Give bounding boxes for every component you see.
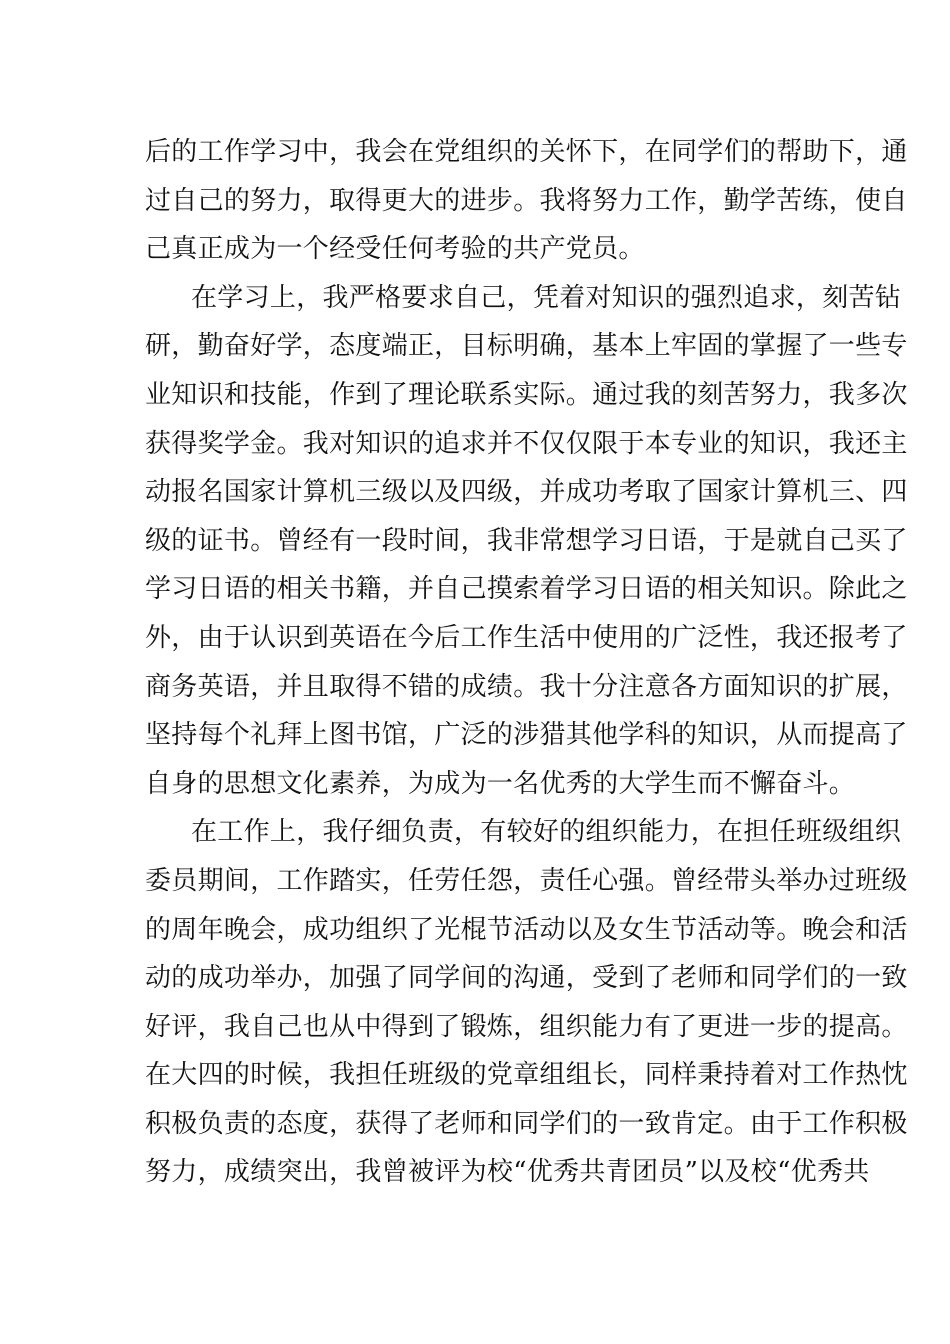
text-line: 努力，成绩突出，我曾被评为校“优秀共青团员”以及校“优秀共 bbox=[145, 1157, 870, 1188]
text-line: 己真正成为一个经受任何考验的共产党员。 bbox=[145, 234, 645, 265]
text-line: 在大四的时候，我担任班级的党章组组长，同样秉持着对工作热忱 bbox=[145, 1060, 908, 1091]
text-line: 研，勤奋好学，态度端正，目标明确，基本上牢固的掌握了一些专 bbox=[145, 331, 908, 362]
text-line: 委员期间，工作踏实，任劳任怨，责任心强。曾经带头举办过班级 bbox=[145, 865, 908, 896]
text-line: 的周年晚会，成功组织了光棍节活动以及女生节活动等。晚会和活 bbox=[145, 914, 908, 945]
text-line: 获得奖学金。我对知识的追求并不仅仅限于本专业的知识，我还主 bbox=[145, 428, 908, 459]
text-line: 学习日语的相关书籍，并自己摸索着学习日语的相关知识。除此之 bbox=[145, 574, 908, 605]
text-line: 过自己的努力，取得更大的进步。我将努力工作，勤学苦练，使自 bbox=[145, 185, 908, 216]
text-line: 好评，我自己也从中得到了锻炼，组织能力有了更进一步的提高。 bbox=[145, 1011, 908, 1042]
text-line: 积极负责的态度，获得了老师和同学们的一致肯定。由于工作积极 bbox=[145, 1108, 908, 1139]
paragraph-first-line: 在工作上，我仔细负责，有较好的组织能力，在担任班级组织 bbox=[191, 817, 902, 848]
text-line: 坚持每个礼拜上图书馆，广泛的涉猎其他学科的知识，从而提高了 bbox=[145, 720, 908, 751]
text-line: 外，由于认识到英语在今后工作生活中使用的广泛性，我还报考了 bbox=[145, 622, 908, 653]
text-line: 动报名国家计算机三级以及四级，并成功考取了国家计算机三、四 bbox=[145, 477, 908, 508]
paragraph-first-line: 在学习上，我严格要求自己，凭着对知识的强烈追求，刻苦钻 bbox=[191, 282, 902, 313]
text-line: 级的证书。曾经有一段时间，我非常想学习日语，于是就自己买了 bbox=[145, 525, 908, 556]
text-line: 商务英语，并且取得不错的成绩。我十分注意各方面知识的扩展， bbox=[145, 671, 908, 702]
body-text bbox=[145, 128, 908, 1197]
text-line: 业知识和技能，作到了理论联系实际。通过我的刻苦努力，我多次 bbox=[145, 379, 908, 410]
text-line: 动的成功举办，加强了同学间的沟通，受到了老师和同学们的一致 bbox=[145, 963, 908, 994]
text-line: 后的工作学习中，我会在党组织的关怀下，在同学们的帮助下，通 bbox=[145, 137, 908, 167]
text-line: 自身的思想文化素养，为成为一名优秀的大学生而不懈奋斗。 bbox=[145, 768, 856, 799]
